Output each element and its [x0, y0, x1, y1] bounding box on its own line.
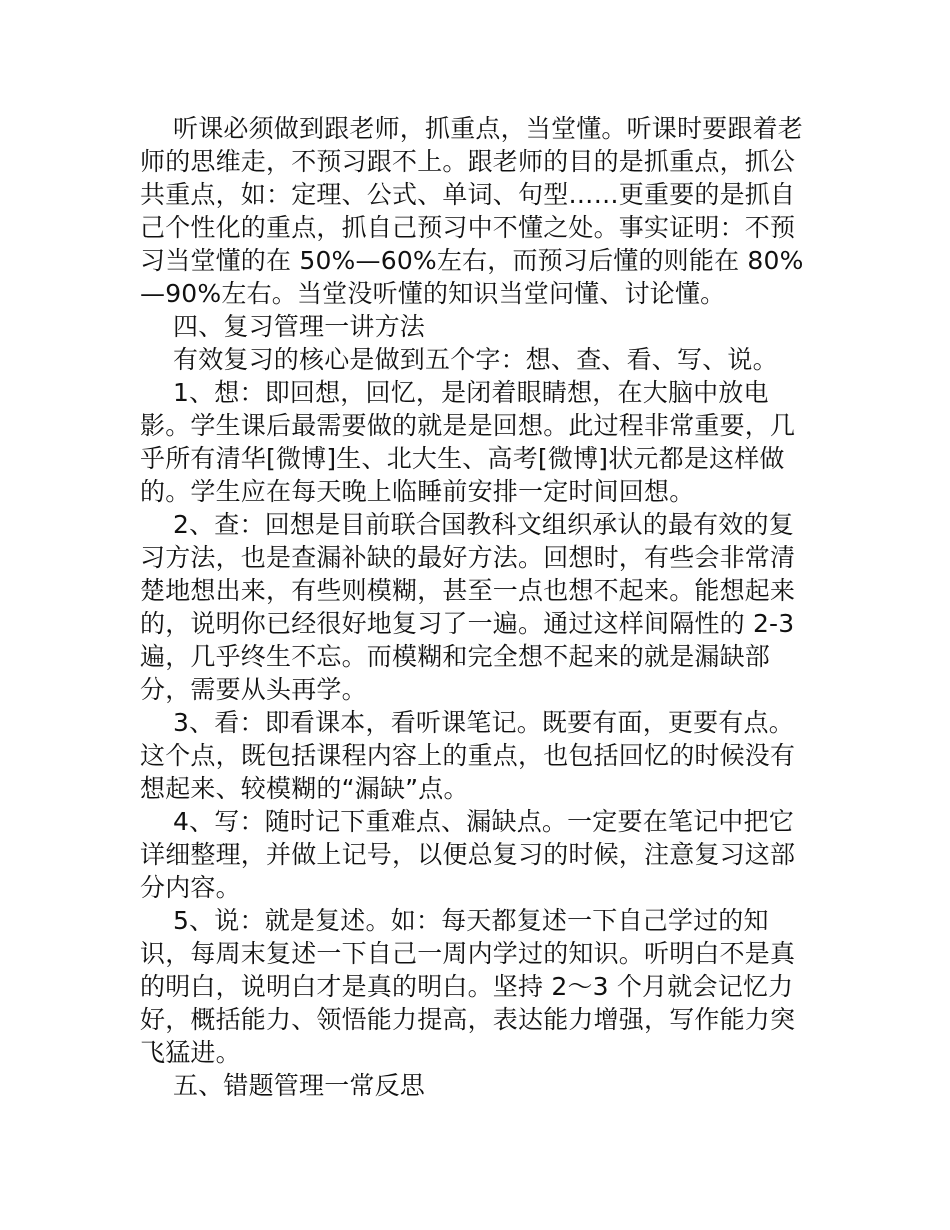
- section-heading-review: 四、复习管理一讲方法: [173, 312, 426, 341]
- paragraph-review-core: 有效复习的核心是做到五个字：想、查、看、写、说。: [173, 345, 778, 374]
- paragraph-listening: 听课必须做到跟老师，抓重点，当堂懂。听课时要跟着老师的思维走，不预习跟不上。跟老师的目的是抓重点，抓公共重点，如：定理、公式、单词、句型……更重要的是抓自己个性化的重点，抓自己预习中不懂之处。事实证明：不预习当堂懂的在 50%—60%左右，而预习后懂的则能在 80%—90%左右。当堂没听懂的知识当堂问懂、讨论懂。: [140, 114, 804, 308]
- paragraph-say: 5、说：就是复述。如：每天都复述一下自己学过的知识，每周末复述一下自己一周内学过的知识。听明白不是真的明白，说明白才是真的明白。坚持 2～3 个月就会记忆力好，概括能力、领悟能力提高，表达能力增强，写作能力突飞猛进。: [140, 906, 796, 1067]
- section-heading-mistakes: 五、错题管理一常反思: [173, 1071, 426, 1100]
- document-body: [140, 112, 808, 1102]
- paragraph-think: 1、想：即回想，回忆，是闭着眼睛想，在大脑中放电影。学生课后最需要做的就是是回想。此过程非常重要，几乎所有清华[微博]生、北大生、高考[微博]状元都是这样做的。学生应在每天晚上临睡前安排一定时间回想。: [140, 378, 796, 506]
- paragraph-look: 3、看：即看课本，看听课笔记。既要有面，更要有点。这个点，既包括课程内容上的重点，也包括回忆的时候没有想起来、较模糊的“漏缺”点。: [140, 708, 796, 803]
- paragraph-check: 2、查：回想是目前联合国教科文组织承认的最有效的复习方法，也是查漏补缺的最好方法。回想时，有些会非常清楚地想出来，有些则模糊，甚至一点也想不起来。能想起来的，说明你已经很好地复习了一遍。通过这样间隔性的 2-3 遍，几乎终生不忘。而模糊和完全想不起来的就是漏缺部分，需要从头再学。: [140, 510, 796, 704]
- paragraph-write: 4、写：随时记下重难点、漏缺点。一定要在笔记中把它详细整理，并做上记号，以便总复习的时候，注意复习这部分内容。: [140, 807, 796, 902]
